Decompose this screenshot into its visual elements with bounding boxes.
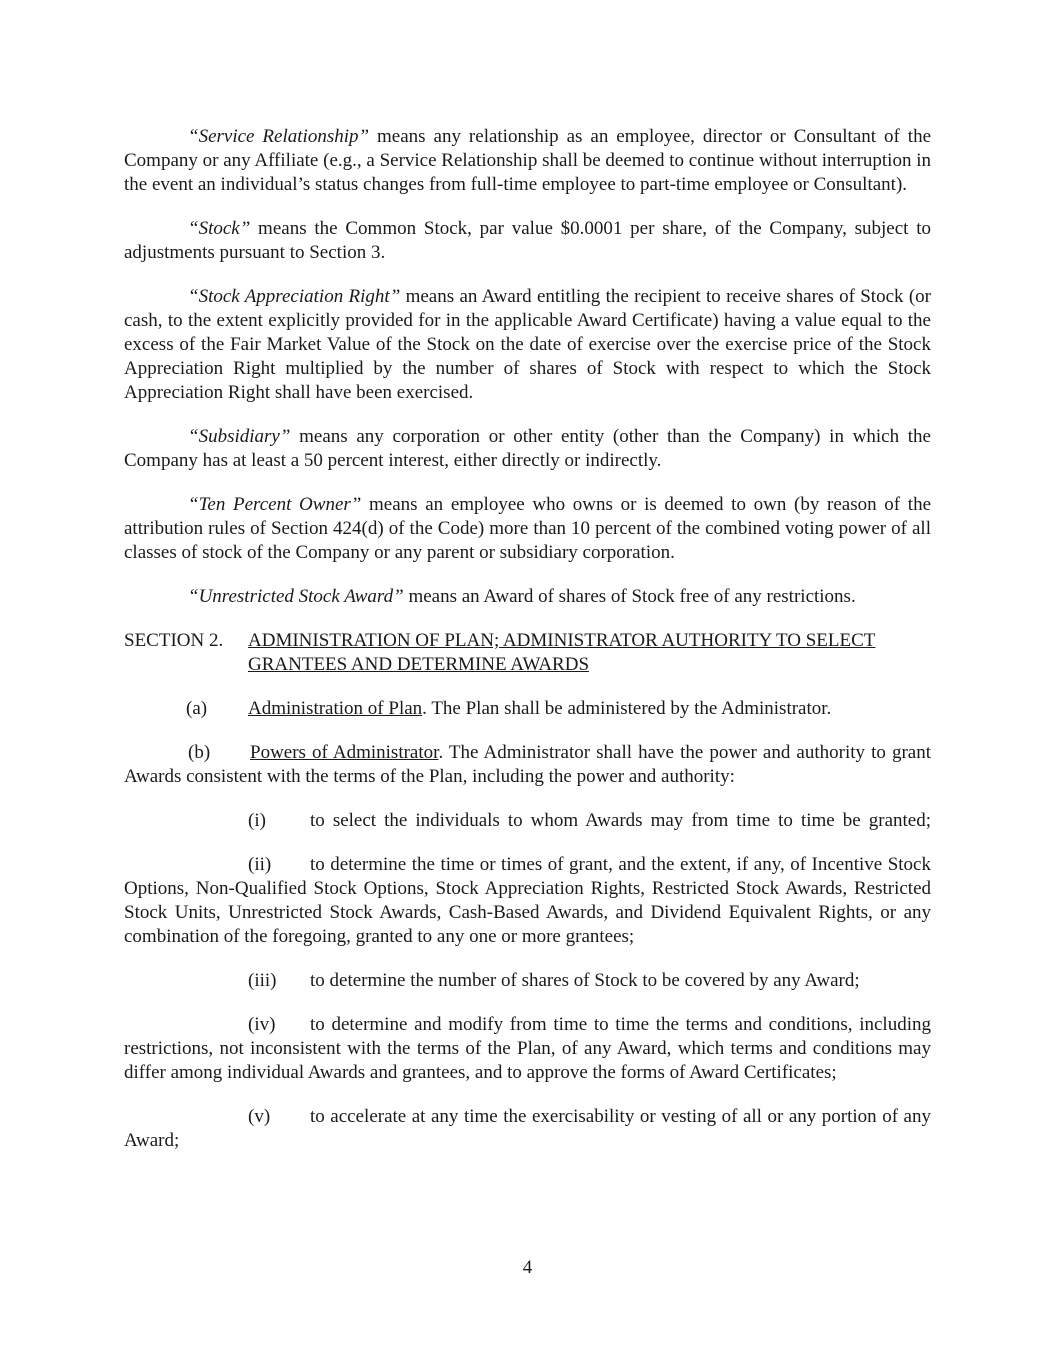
definition-stock	[124, 217, 931, 265]
definition-text: means any relationship as an employee, director or Consultant of the Company or any Affiliate (e.g., a Service Relationship shall be deemed to continue without interruption in the event an individual’s status changes from full-time employee to part-time employee or Consultant).	[124, 126, 931, 195]
subsection-text: . The Administrator shall have the power and authority to grant Awards consistent with the terms of the Plan, including the power and authority:	[124, 742, 931, 787]
list-item	[124, 853, 931, 949]
subsection-heading: Powers of Administrator	[250, 742, 439, 763]
defined-term: “Unrestricted Stock Award”	[188, 586, 404, 607]
list-item	[124, 1105, 931, 1153]
item-text: to determine and modify from time to time the terms and conditions, including restrictions, not inconsistent with the terms of the Plan, of any Award, which terms and conditions may differ among individual Awards and grantees, and to approve the forms of Award Certificates;	[124, 1014, 931, 1083]
subsection-number: (a)	[186, 698, 208, 719]
definition-text: means any corporation or other entity (other than the Company) in which the Company has at least a 50 percent interest, either directly or indirectly.	[124, 426, 931, 471]
subsection-b	[124, 741, 931, 789]
item-number: (iii)	[248, 970, 277, 991]
definition-subsidiary	[124, 425, 931, 473]
subsection-heading: Administration of Plan	[248, 698, 423, 719]
subsection-number: (b)	[188, 742, 211, 763]
item-text: to accelerate at any time the exercisability or vesting of all or any portion of any Award;	[124, 1106, 931, 1151]
defined-term: “Subsidiary”	[188, 426, 291, 447]
defined-term: “Stock”	[188, 218, 251, 239]
definition-text: means an employee who owns or is deemed to own (by reason of the attribution rules of Section 424(d) of the Code) more than 10 percent of the combined voting power of all classes of stock of the Company or any parent or subsidiary corporation.	[124, 494, 932, 563]
definition-service-relationship	[124, 125, 931, 197]
defined-term: “Stock Appreciation Right”	[188, 286, 401, 307]
item-text: to determine the time or times of grant, and the extent, if any, of Incentive Stock Options, Non-Qualified Stock Options, Stock Appreciation Rights, Restricted Stock Awards, Restricted Stock Units, Unrestricted Stock Awards, Cash-Based Awards, and Dividend Equivalent Rights, or any combination of the foregoing, granted to any one or more grantees;	[124, 854, 931, 947]
item-text: to determine the number of shares of Stock to be covered by any Award;	[310, 970, 860, 991]
section-heading	[124, 629, 931, 677]
definition-unrestricted-stock-award	[124, 585, 931, 609]
defined-term: “Service Relationship”	[188, 126, 370, 147]
definition-text: means the Common Stock, par value $0.0001 per share, of the Company, subject to adjustments pursuant to Section 3.	[124, 218, 931, 263]
definition-text: means an Award entitling the recipient to receive shares of Stock (or cash, to the extent explicitly provided for in the applicable Award Certificate) having a value equal to the excess of the Fair Market Value of the Stock on the date of exercise over the exercise price of the Stock Appreciation Right multiplied by the number of shares of Stock with respect to which the Stock Appreciation Right shall have been exercised.	[124, 286, 931, 403]
list-item	[124, 809, 931, 833]
page-number: 4	[522, 1257, 533, 1278]
definition-ten-percent-owner	[124, 493, 931, 565]
definition-stock-appreciation-right	[124, 285, 931, 405]
item-text: to select the individuals to whom Awards may from time to time be granted;	[310, 810, 931, 831]
section-title: ADMINISTRATION OF PLAN; ADMINISTRATOR AUTHORITY TO SELECT GRANTEES AND DETERMINE AWARDS	[248, 630, 876, 675]
subsection-a	[124, 697, 931, 721]
definition-text: means an Award of shares of Stock free of any restrictions.	[403, 586, 856, 607]
document-page	[124, 125, 931, 1173]
section-number: SECTION 2.	[124, 630, 224, 651]
item-number: (ii)	[248, 854, 272, 875]
list-item	[124, 1013, 931, 1085]
item-number: (v)	[248, 1106, 271, 1127]
item-number: (i)	[248, 810, 266, 831]
list-item	[124, 969, 931, 993]
defined-term: “Ten Percent Owner”	[188, 494, 362, 515]
item-number: (iv)	[248, 1014, 276, 1035]
subsection-text: . The Plan shall be administered by the Administrator.	[422, 698, 832, 719]
